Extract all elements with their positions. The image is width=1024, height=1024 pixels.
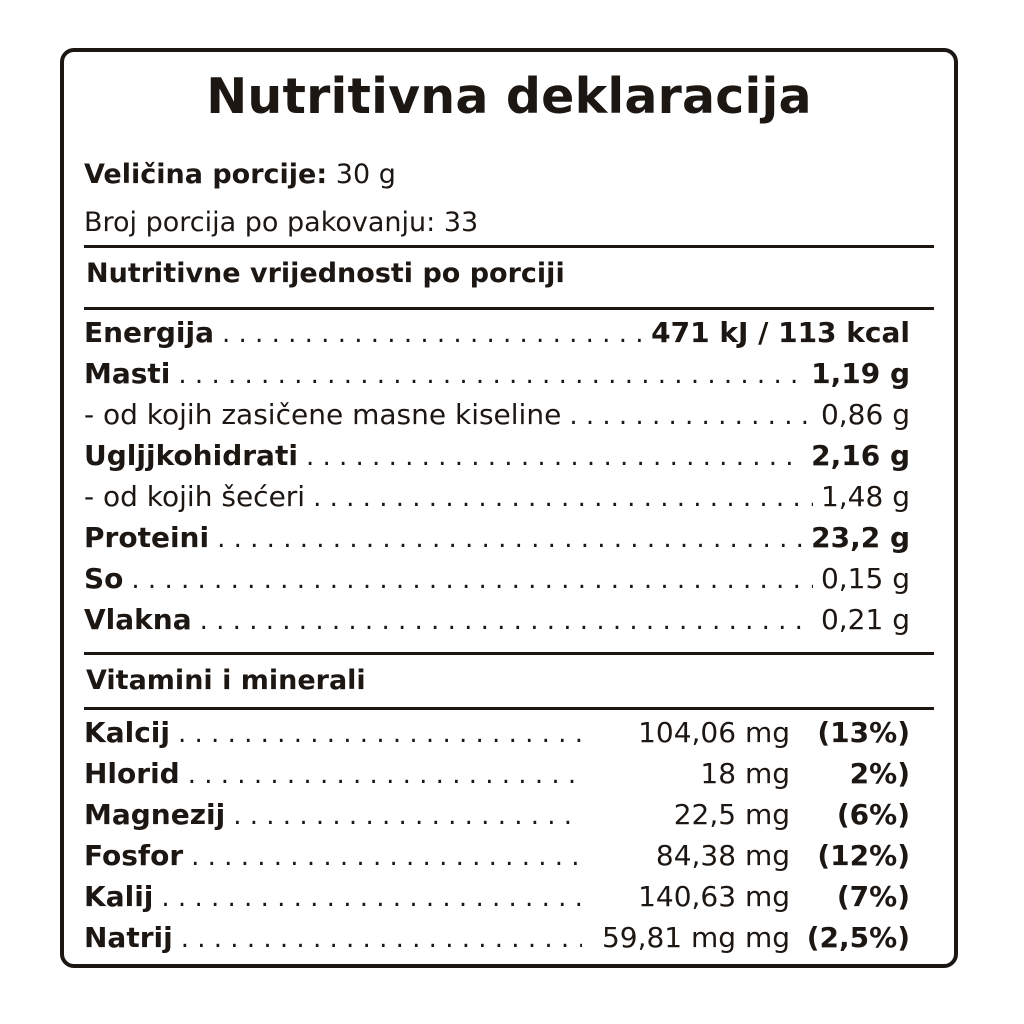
nutrient-value: 471 kJ / 113 kcal [651,316,910,349]
mineral-row-magnesium [84,798,910,838]
dot-leader [233,801,582,831]
nutrient-label: Vlakna [84,603,192,636]
serving-size-value: 30 g [335,159,396,190]
mineral-percent: (7%) [836,880,910,913]
divider-rule [84,652,934,655]
mineral-percent: 2%) [849,757,910,790]
serving-size-line [84,151,478,199]
mineral-label: Natrij [84,921,173,954]
nutrient-row-sugars [84,480,910,520]
nutrient-row-saturated-fat [84,398,910,438]
mineral-label: Fosfor [84,839,184,872]
dot-leader [191,842,582,872]
mineral-percent: (2,5%) [806,921,910,954]
nutrient-label: Masti [84,357,171,390]
mineral-percent: (13%) [817,716,910,749]
mineral-label: Kalij [84,880,154,913]
nutrient-row-fiber [84,603,910,643]
mineral-label: Magnezij [84,798,226,831]
mineral-row-sodium [84,921,910,961]
nutrient-label: Ugljjkohidrati [84,439,298,472]
divider-rule [84,707,934,710]
mineral-amount: 84,38 mg [655,839,790,872]
nutrient-label: - od kojih šećeri [84,480,306,513]
nutrient-label: - od kojih zasičene masne kiseline [84,398,562,431]
dot-leader [217,524,803,554]
dot-leader [161,883,582,913]
nutrient-value: 0,15 g [820,562,910,595]
dot-leader [131,565,813,595]
mineral-percent: (6%) [836,798,910,831]
nutrient-row-protein [84,521,910,561]
servings-per-package: Broj porcija po pakovanju: 33 [84,207,479,238]
nutrient-label: Proteini [84,521,210,554]
dot-leader [178,360,803,390]
serving-size-label: Veličina porcije: [84,159,328,190]
label-title: Nutritivna deklaracija [206,68,812,125]
mineral-amount: 59,81 mg mg [601,921,790,954]
mineral-amount: 104,06 mg [638,716,790,749]
nutrient-value: 2,16 g [811,439,910,472]
mineral-row-phosphorus [84,839,910,879]
nutrient-value: 0,86 g [820,398,910,431]
mineral-amount: 18 mg [700,757,790,790]
minerals-heading: Vitamini i minerali [86,665,366,696]
dot-leader [181,924,582,954]
dot-leader [178,719,582,749]
nutrient-value: 0,21 g [820,603,910,636]
dot-leader [306,442,803,472]
mineral-amount: 22,5 mg [673,798,790,831]
nutrients-heading: Nutritivne vrijednosti po porciji [86,258,565,289]
nutrient-value: 1,19 g [811,357,910,390]
mineral-row-potassium [84,880,910,920]
nutrition-label-panel [60,48,958,968]
nutrient-label: Energija [84,316,214,349]
nutrient-row-salt [84,562,910,602]
mineral-label: Kalcij [84,716,170,749]
mineral-amount: 140,63 mg [638,880,790,913]
mineral-percent: (12%) [817,839,910,872]
serving-info [84,151,478,247]
nutrient-value: 23,2 g [811,521,910,554]
nutrient-row-energy [84,316,910,356]
mineral-row-calcium [84,716,910,756]
divider-rule [84,307,934,310]
dot-leader [200,606,813,636]
divider-rule [84,245,934,248]
mineral-row-chloride [84,757,910,797]
nutrient-row-carbohydrates [84,439,910,479]
mineral-label: Hlorid [84,757,180,790]
dot-leader [569,401,813,431]
nutrient-label: So [84,562,124,595]
dot-leader [188,760,582,790]
nutrient-row-fat [84,357,910,397]
dot-leader [222,319,643,349]
dot-leader [313,483,813,513]
nutrient-value: 1,48 g [820,480,910,513]
